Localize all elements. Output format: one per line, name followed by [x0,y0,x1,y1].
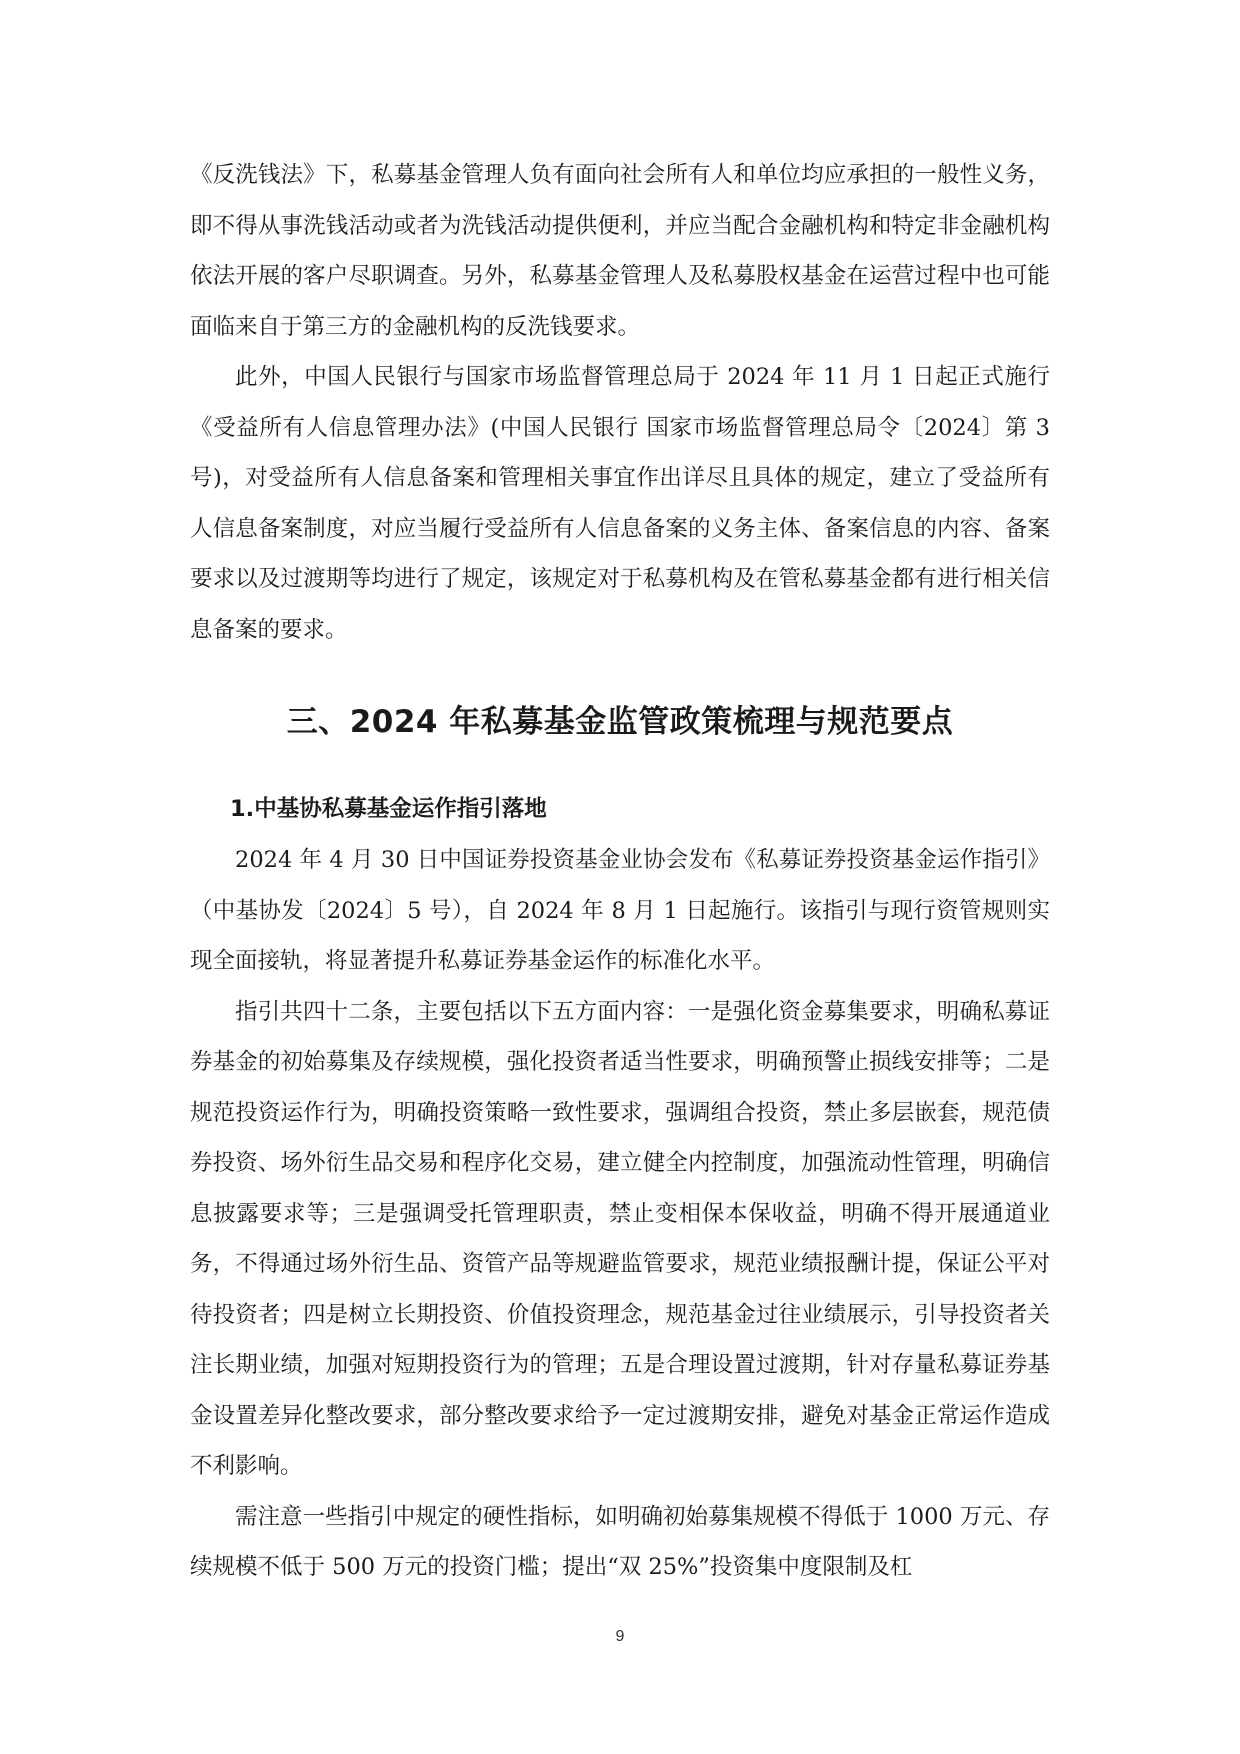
paragraph-hard-indicators: 需注意一些指引中规定的硬性指标，如明确初始募集规模不得低于 1000 万元、存续规模不低于 500 万元的投资门槛；提出“双 25%”投资集中度限制及杠 [190,1503,1050,1580]
section-heading: 三、2024 年私募基金监管政策梳理与规范要点 [286,704,954,740]
paragraph-anti-money-laundering: 《反洗钱法》下，私募基金管理人负有面向社会所有人和单位均应承担的一般性义务，即不得从事洗钱活动或者为洗钱活动提供便利，并应当配合金融机构和特定非金融机构依法开展的客户尽职调查。另外，私募基金管理人及私募股权基金在运营过程中也可能面临来自于第三方的金融机构的反洗钱要求。 [190,162,1050,340]
paragraph-guideline-contents: 指引共四十二条，主要包括以下五方面内容：一是强化资金募集要求，明确私募证券基金的初始募集及存续规模，强化投资者适当性要求，明确预警止损线安排等；二是规范投资运作行为，明确投资策略一致性要求，强调组合投资，禁止多层嵌套，规范债券投资、场外衍生品交易和程序化交易，建立健全内控制度，加强流动性管理，明确信息披露要求等；三是强调受托管理职责，禁止变相保本保收益，明确不得开展通道业务，不得通过场外衍生品、资管产品等规避监管要求，规范业绩报酬计提，保证公平对待投资者；四是树立长期投资、价值投资理念，规范基金过往业绩展示，引导投资者关注长期业绩，加强对短期投资行为的管理；五是合理设置过渡期，针对存量私募证券基金设置差异化整改要求，部分整改要求给予一定过渡期安排，避免对基金正常运作造成不利影响。 [190,998,1050,1479]
page-number: 9 [615,1628,625,1645]
subsection-heading: 1.中基协私募基金运作指引落地 [230,796,547,822]
page-content [190,150,1050,1593]
paragraph-guideline-release: 2024 年 4 月 30 日中国证券投资基金业协会发布《私募证券投资基金运作指引》（中基协发〔2024〕5 号），自 2024 年 8 月 1 日起施行。该指引与现行资管规则实现全面接轨，将显著提升私募证券基金运作的标准化水平。 [190,847,1050,974]
paragraph-beneficial-owner: 此外，中国人民银行与国家市场监督管理总局于 2024 年 11 月 1 日起正式施行《受益所有人信息管理办法》(中国人民银行 国家市场监督管理总局令〔2024〕第 3 号)，对受益所有人信息备案和管理相关事宜作出详尽且具体的规定，建立了受益所有人信息备案制度，对应当履行受益所有人信息备案的义务主体、备案信息的内容、备案要求以及过渡期等均进行了规定，该规定对于私募机构及在管私募基金都有进行相关信息备案的要求。 [190,364,1050,643]
